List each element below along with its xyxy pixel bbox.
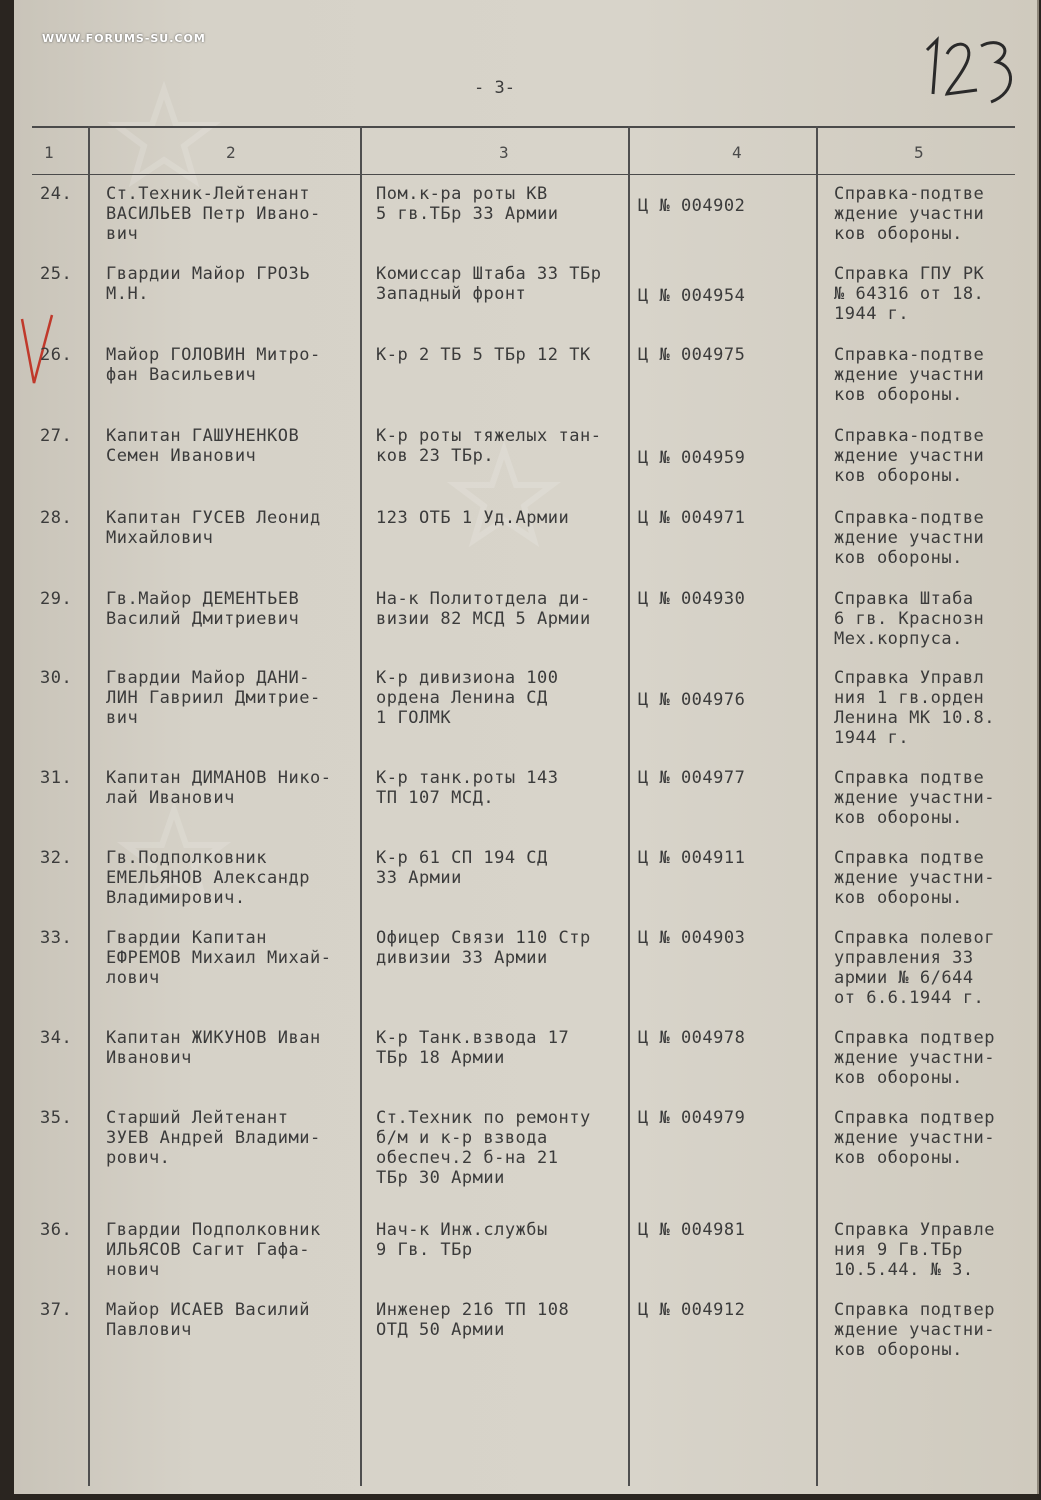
medal-number: Ц № 004912	[638, 1300, 746, 1320]
page-number: - 3-	[474, 78, 515, 98]
certificate-source: Справка подтвер ждение участни- ков обороны.	[834, 1300, 996, 1360]
certificate-source: Справка подтвер ждение участни- ков обороны.	[834, 1028, 996, 1088]
position: Офицер Связи 110 Стр дивизии 33 Армии	[376, 928, 591, 968]
certificate-source: Справка полевог управления 33 армии № 6/644 от 6.6.1944 г.	[834, 928, 996, 1008]
rank-name: Капитан ЖИКУНОВ Иван Иванович	[106, 1028, 321, 1068]
row-number: 29.	[40, 589, 73, 609]
medal-number: Ц № 004902	[638, 196, 746, 216]
medal-number: Ц № 004977	[638, 768, 746, 788]
certificate-source: Справка Управле ния 9 Гв.ТБр 10.5.44. № 3.	[834, 1220, 996, 1280]
position: К-р 61 СП 194 СД 33 Армии	[376, 848, 548, 888]
position: Ст.Техник по ремонту б/м и к-р взвода обеспеч.2 б-на 21 ТБр 30 Армии	[376, 1108, 591, 1188]
certificate-source: Справка подтве ждение участни- ков обороны.	[834, 848, 996, 908]
rank-name: Капитан ДИМАНОВ Нико- лай Иванович	[106, 768, 332, 808]
position: К-р Танк.взвода 17 ТБр 18 Армии	[376, 1028, 570, 1068]
row-number: 36.	[40, 1220, 73, 1240]
position: Инженер 216 ТП 108 ОТД 50 Армии	[376, 1300, 570, 1340]
row-number: 24.	[40, 184, 73, 204]
rank-name: Гвардии Подполковник ИЛЬЯСОВ Сагит Гафа- нович	[106, 1220, 321, 1280]
certificate-source: Справка-подтве ждение участни ков обороны.	[834, 184, 985, 244]
row-number: 28.	[40, 508, 73, 528]
row-number: 26.	[40, 345, 73, 365]
column-header: 4	[732, 143, 742, 162]
table-top-rule	[32, 126, 1015, 128]
medal-number: Ц № 004903	[638, 928, 746, 948]
column-divider	[88, 126, 90, 1486]
column-header: 3	[499, 143, 509, 162]
medal-number: Ц № 004979	[638, 1108, 746, 1128]
medal-number: Ц № 004930	[638, 589, 746, 609]
rank-name: Майор ИСАЕВ Василий Павлович	[106, 1300, 310, 1340]
certificate-source: Справка-подтве ждение участни ков обороны.	[834, 508, 985, 568]
certificate-source: Справка-подтве ждение участни ков обороны.	[834, 426, 985, 486]
position: К-р танк.роты 143 ТП 107 МСД.	[376, 768, 559, 808]
column-header: 1	[44, 143, 54, 162]
medal-number: Ц № 004971	[638, 508, 746, 528]
rank-name: Гвардии Майор ДАНИ- ЛИН Гавриил Дмитрие- вич	[106, 668, 321, 728]
row-number: 33.	[40, 928, 73, 948]
row-number: 34.	[40, 1028, 73, 1048]
rank-name: Ст.Техник-Лейтенант ВАСИЛЬЕВ Петр Ивано- вич	[106, 184, 321, 244]
position: К-р 2 ТБ 5 ТБр 12 ТК	[376, 345, 591, 365]
rank-name: Гв.Подполковник ЕМЕЛЬЯНОВ Александр Владимирович.	[106, 848, 310, 908]
rank-name: Капитан ГАШУНЕНКОВ Семен Иванович	[106, 426, 300, 466]
certificate-source: Справка-подтве ждение участни ков обороны.	[834, 345, 985, 405]
certificate-source: Справка Управл ния 1 гв.орден Ленина МК 10.8. 1944 г.	[834, 668, 996, 748]
row-number: 27.	[40, 426, 73, 446]
certificate-source: Справка Штаба 6 гв. Краснозн Мех.корпуса.	[834, 589, 985, 649]
document-page	[14, 0, 1039, 1494]
certificate-source: Справка ГПУ РК № 64316 от 18. 1944 г.	[834, 264, 985, 324]
archive-handwritten-mark	[919, 32, 1019, 112]
medal-number: Ц № 004976	[638, 690, 746, 710]
position: К-р роты тяжелых тан- ков 23 ТБр.	[376, 426, 602, 466]
position: К-р дивизиона 100 ордена Ленина СД 1 ГОЛМК	[376, 668, 559, 728]
position: Пом.к-ра роты КВ 5 гв.ТБр 33 Армии	[376, 184, 559, 224]
row-number: 30.	[40, 668, 73, 688]
medal-number: Ц № 004959	[638, 448, 746, 468]
row-number: 32.	[40, 848, 73, 868]
rank-name: Майор ГОЛОВИН Митро- фан Васильевич	[106, 345, 321, 385]
medal-number: Ц № 004978	[638, 1028, 746, 1048]
medal-number: Ц № 004911	[638, 848, 746, 868]
certificate-source: Справка подтвер ждение участни- ков обороны.	[834, 1108, 996, 1168]
position: На-к Политотдела ди- визии 82 МСД 5 Армии	[376, 589, 591, 629]
position: Комиссар Штаба 33 ТБр Западный фронт	[376, 264, 602, 304]
certificate-source: Справка подтве ждение участни- ков обороны.	[834, 768, 996, 828]
rank-name: Старший Лейтенант ЗУЕВ Андрей Владими- рович.	[106, 1108, 321, 1168]
medal-number: Ц № 004954	[638, 286, 746, 306]
medal-number: Ц № 004981	[638, 1220, 746, 1240]
row-number: 25.	[40, 264, 73, 284]
position: Нач-к Инж.службы 9 Гв. ТБр	[376, 1220, 548, 1260]
column-header: 5	[914, 143, 924, 162]
row-number: 35.	[40, 1108, 73, 1128]
position: 123 ОТБ 1 Уд.Армии	[376, 508, 570, 528]
medal-number: Ц № 004975	[638, 345, 746, 365]
column-header: 2	[226, 143, 236, 162]
column-divider	[816, 126, 818, 1486]
rank-name: Гвардии Капитан ЕФРЕМОВ Михаил Михай- лович	[106, 928, 332, 988]
watermark-text: WWW.FORUMS-SU.COM	[42, 32, 206, 45]
row-number: 31.	[40, 768, 73, 788]
header-bottom-rule	[32, 174, 1015, 175]
rank-name: Гвардии Майор ГРОЗЬ М.Н.	[106, 264, 310, 304]
row-number: 37.	[40, 1300, 73, 1320]
rank-name: Гв.Майор ДЕМЕНТЬЕВ Василий Дмитриевич	[106, 589, 300, 629]
rank-name: Капитан ГУСЕВ Леонид Михайлович	[106, 508, 321, 548]
